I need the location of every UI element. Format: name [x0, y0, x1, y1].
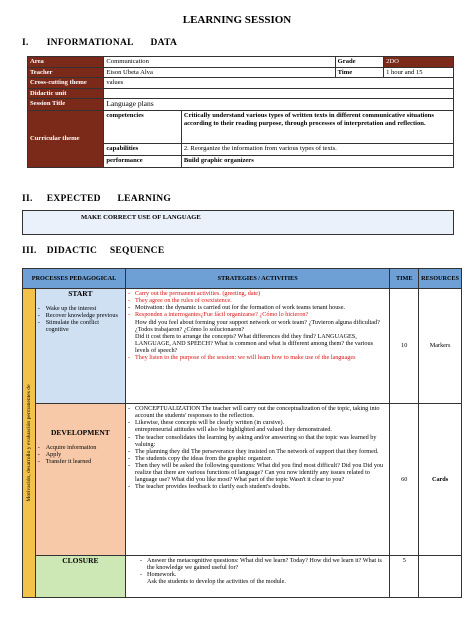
- performance-label: performance: [104, 155, 181, 167]
- area-label: Area: [28, 57, 104, 68]
- competencies-label: competencies: [104, 110, 181, 143]
- section-label-2: LEARNING: [117, 194, 172, 204]
- activity-item: Did it cost them to arrange the concepts? What differences did they find? LANGUAGES, LANGUAGE, AND SPEECH? What is common and what is different among them? the various levels of speech?: [135, 332, 373, 354]
- competencies-value: Critically understand various types of written texts in different communicative situations according to their reading purpose, through processes of interpretation and reflection.: [181, 110, 453, 143]
- closure-time: 5: [390, 556, 419, 598]
- cross-cutting-label: Cross-cutting theme: [28, 78, 104, 89]
- list-item: - Apply: [38, 451, 123, 458]
- informational-data-table: [27, 56, 454, 168]
- strategies-header: STRATEGIES / ACTIVITIES: [126, 269, 390, 289]
- section-number: I.: [22, 38, 29, 48]
- activity-item: - They listen to the purpose of the session: we will learn how to make use of the languages: [128, 354, 387, 361]
- list-item: - Transfer it learned: [38, 458, 123, 465]
- performance-value: Build graphic organizers: [181, 155, 453, 167]
- page-title: LEARNING SESSION: [182, 14, 292, 26]
- development-resource: Cards: [419, 404, 462, 556]
- activity-item: - The planning they did The perseverance they insisted on The network of support that they formed.: [128, 448, 387, 455]
- section-label-2: SEQUENCE: [109, 246, 165, 256]
- teacher-label: Teacher: [28, 67, 104, 78]
- activity-item: - Then they will be asked the following questions: What did you find most difficult? Did you Did you realize that there are various functions of language? Can you now identify any issues related to language use? What did you like most? What part of the topic Wasn't it clear to you?: [128, 462, 387, 483]
- didactic-unit-value: [104, 88, 454, 99]
- didactic-unit-label: Didactic unit: [28, 88, 104, 99]
- activity-item: - Responden a interrogantes¿Fue fácil organizarse? ¿Cómo lo hicieron?: [128, 311, 387, 318]
- section-label: EXPECTED: [46, 194, 101, 204]
- section-label-2: DATA: [150, 38, 178, 48]
- development-phase-title: DEVELOPMENT: [50, 428, 110, 437]
- section-label: DIDACTIC: [46, 246, 98, 256]
- teacher-value: Eison Ubeta Alva: [104, 67, 335, 78]
- list-item: - Stimulate the conflict cognitive: [38, 319, 123, 333]
- activity-item: - Motivation: the dynamic is carried out for the formation of work teams tenant house.: [128, 304, 387, 311]
- capabilities-label: capabilities: [104, 143, 181, 155]
- area-value: Communication: [104, 57, 335, 68]
- activity-item: How did you feel about forming your support network or work team? ¿Tuvieron alguna dificultad? ¿Todos trabajaron? ¿Cómo lo solucionaron?: [135, 318, 380, 333]
- curricular-theme-label: Curricular theme: [28, 110, 104, 167]
- activity-item: - Carry out the permanent activities. (greeting, date): [128, 290, 387, 297]
- section-informational-heading: [22, 38, 177, 48]
- expected-learning-value: MAKE CORRECT USE OF LANGUAGE: [23, 211, 454, 235]
- list-item: - Recover knowledge previous: [38, 312, 123, 319]
- side-label: Motivación, desarrollo y evaluación permanentes de: [25, 384, 32, 502]
- development-time: 60: [390, 404, 419, 556]
- activity-item: - The teacher consolidates the learning by asking and/or answering so that the topic was learned by valuing:: [128, 434, 387, 448]
- grade-value: 2DO: [384, 57, 454, 68]
- development-phase-cell: [35, 404, 125, 556]
- session-title-label: Session Title: [28, 99, 104, 111]
- closure-activities-cell: [126, 556, 390, 598]
- resources-header: RESOURCES: [419, 269, 462, 289]
- start-time: 10: [390, 289, 419, 404]
- section-number: II.: [22, 194, 33, 204]
- section-didactic-heading: [22, 246, 164, 256]
- side-label-cell: [23, 289, 36, 598]
- activity-item: - The students copy the ideas from the graphic organizer.: [128, 455, 387, 462]
- start-phase-title: START: [68, 289, 93, 298]
- didactic-sequence-table: [22, 268, 462, 598]
- time-label: Time: [335, 67, 383, 78]
- section-number: III.: [22, 246, 37, 256]
- time-header: TIME: [390, 269, 419, 289]
- list-item: - Acquire information: [38, 444, 123, 451]
- session-title-value: Language plans: [104, 99, 454, 111]
- expected-learning-table: [22, 210, 454, 235]
- activity-item: Ask the students to develop the activities of the module.: [147, 578, 286, 586]
- processes-header: PROCESSES PEDAGOGICAL: [23, 269, 126, 289]
- activity-item: - They agree on the rules of coexistence.: [128, 297, 387, 304]
- activity-item: - CONCEPTUALIZATION The teacher will carry out the conceptualization of the topic, taking into account the students' responses to the reflection.: [128, 405, 387, 419]
- activity-item: - Likewise, these concepts will be clearly written (in cursive).: [128, 419, 387, 426]
- list-item: - Wake up the interest: [38, 305, 123, 312]
- closure-resource: [419, 556, 462, 598]
- development-phase-list: [38, 444, 123, 465]
- time-value: 1 hour and 15: [384, 67, 454, 78]
- cross-cutting-value: values: [104, 78, 454, 89]
- activity-item: - The teacher provides feedback to clarify each student's doubts.: [128, 483, 387, 490]
- grade-label: Grade: [335, 57, 383, 68]
- section-label: INFORMATIONAL: [46, 38, 134, 48]
- closure-phase-title: CLOSURE: [62, 556, 99, 565]
- activity-item: - Homework.: [140, 571, 387, 578]
- start-resource: Markers: [419, 289, 462, 404]
- capabilities-value: 2. Reorganize the information from various types of texts.: [181, 143, 453, 155]
- closure-phase-cell: [35, 556, 125, 598]
- activity-item: - Answer the metacognitive questions: What did we learn? Today? How did we learn it? What is the knowledge we gained useful for?: [140, 557, 387, 571]
- section-expected-heading: [22, 194, 171, 204]
- activity-item: entrepreneurial attitudes will also be highlighted and valued they demonstrated.: [135, 426, 332, 434]
- start-activities-cell: [126, 289, 390, 404]
- start-phase-cell: [35, 289, 125, 404]
- start-phase-list: [38, 305, 123, 334]
- development-activities-cell: [126, 404, 390, 556]
